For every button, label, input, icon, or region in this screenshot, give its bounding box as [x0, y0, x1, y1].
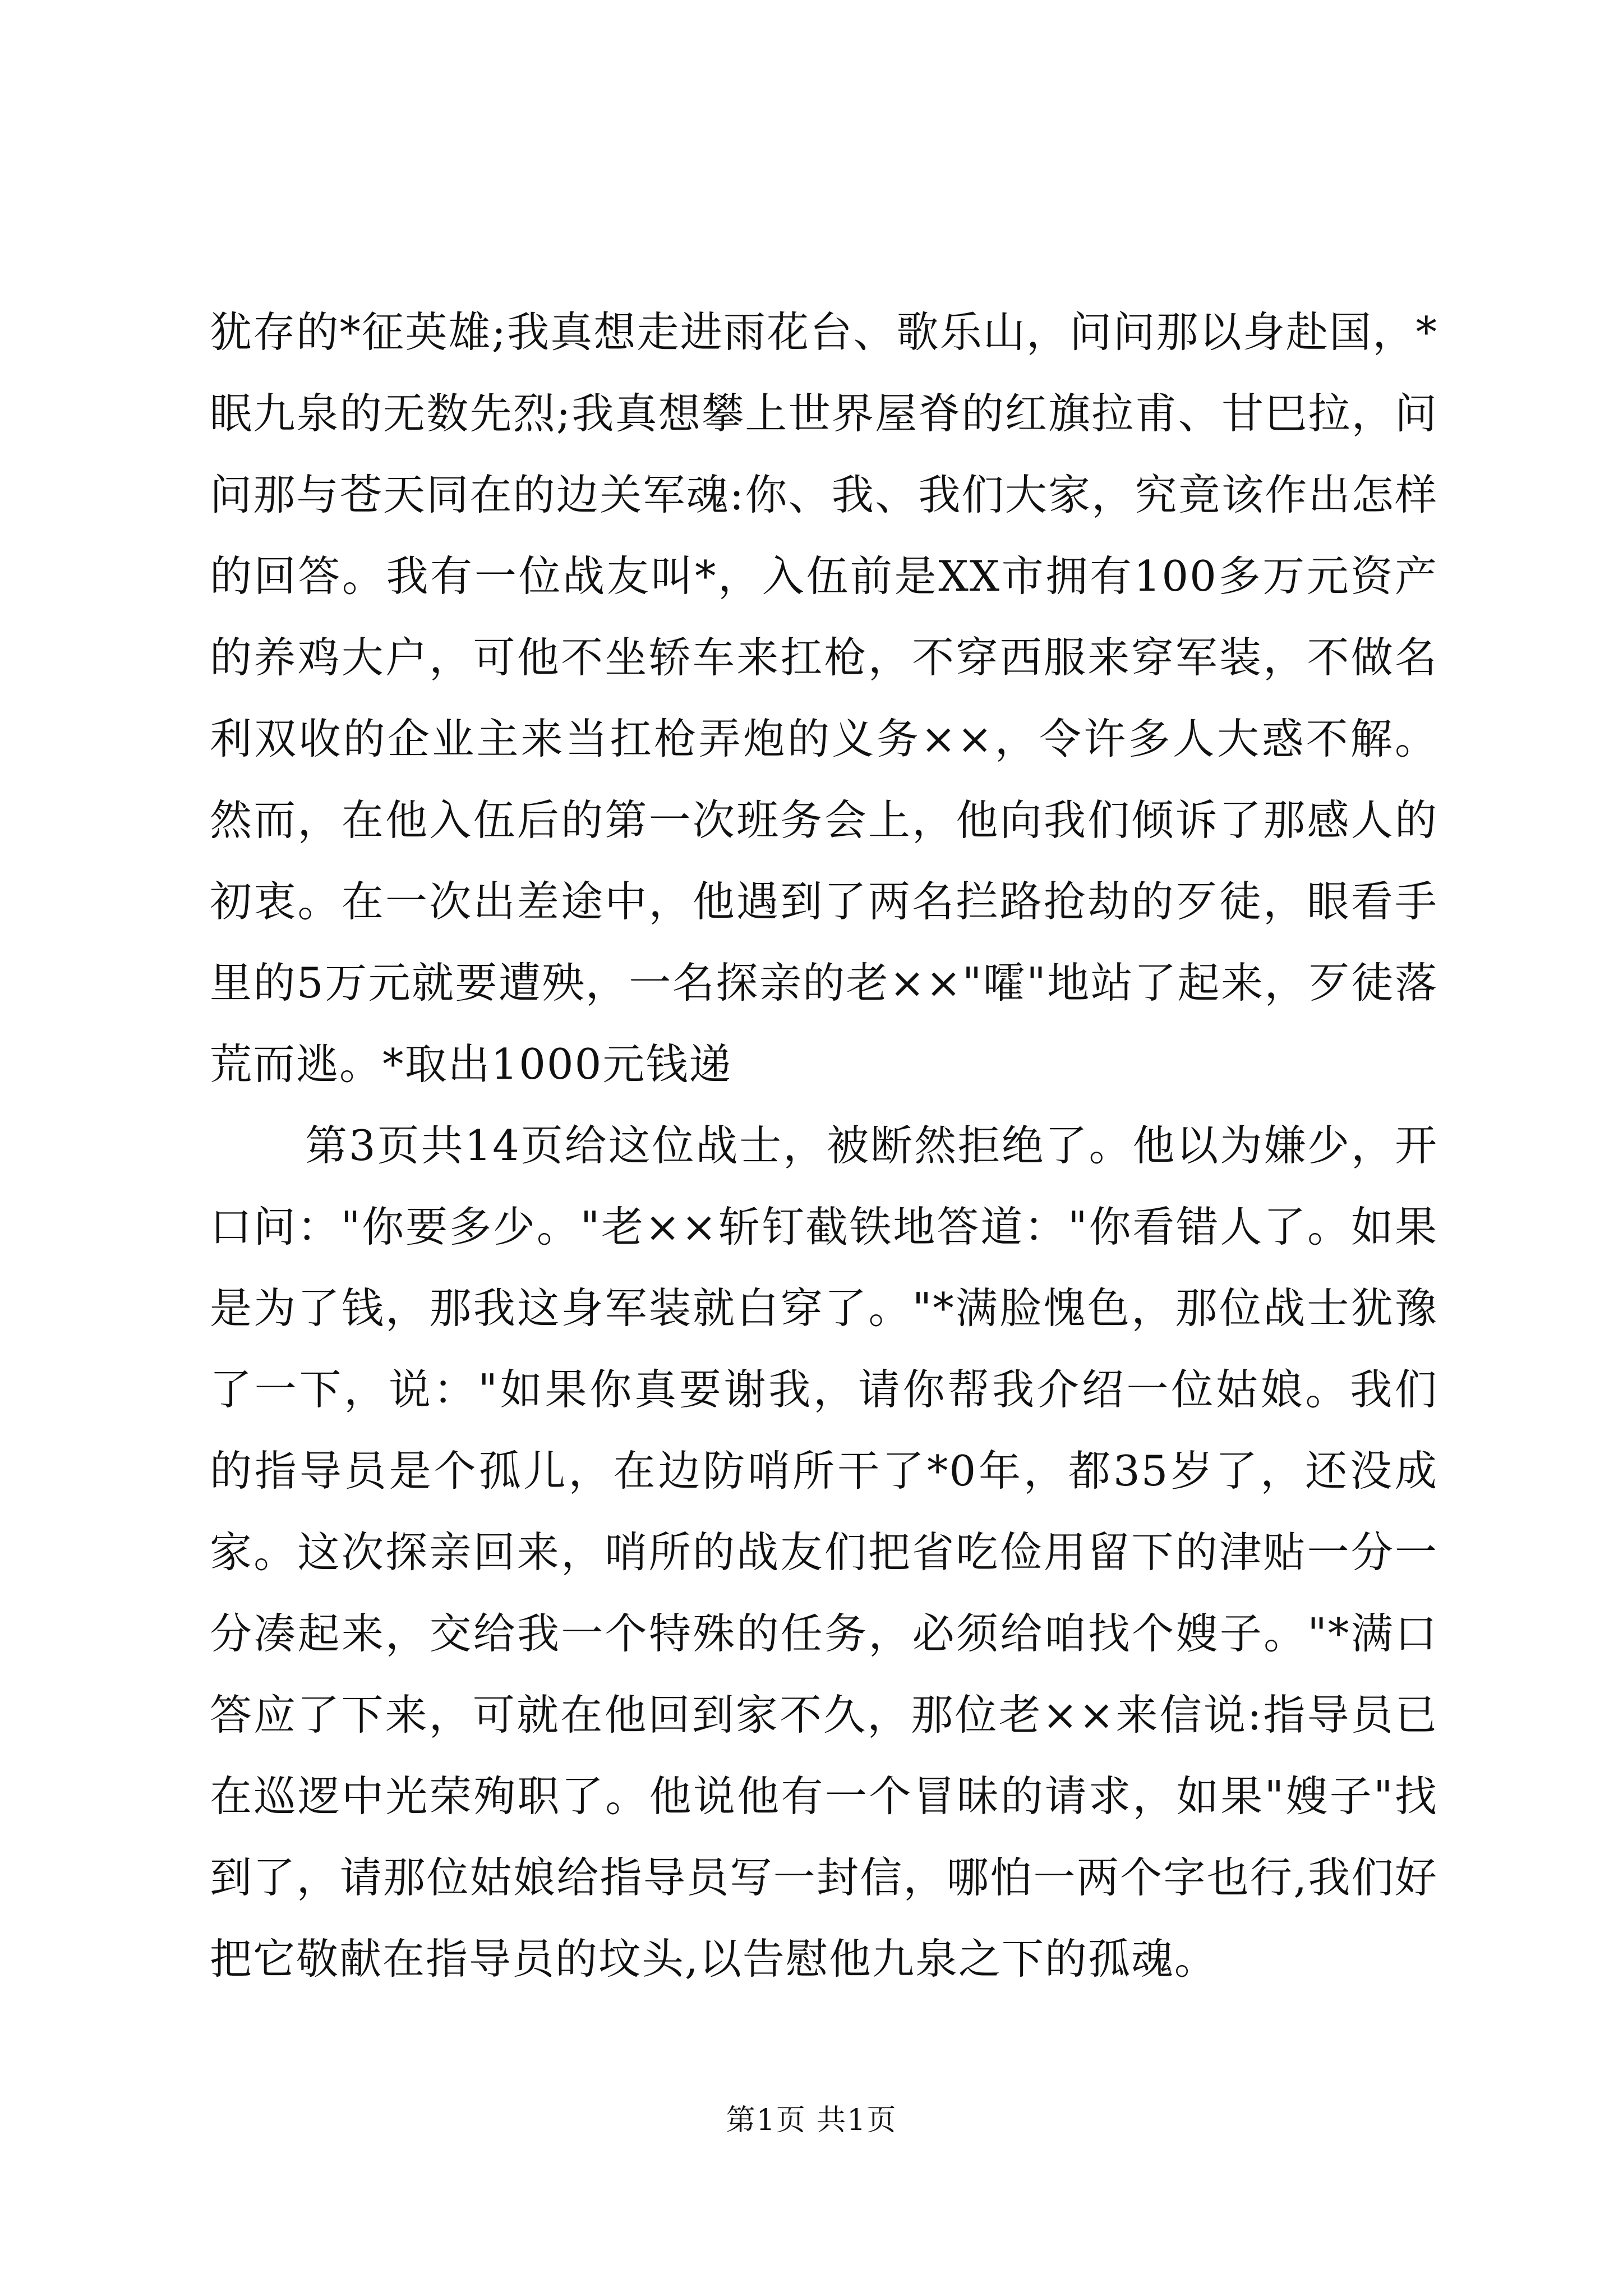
page-footer: 第1页 共1页 [726, 2104, 897, 2137]
paragraph-2: 第3页共14页给这位战士，被断然拒绝了。他以为嫌少，开口问："你要多少。"老××斩钉截铁地答道："你看错人了。如果是为了钱，那我这身军装就白穿了。"*满脸愧色，那位战士犹豫了一下，说："如果你真要谢我，请你帮我介绍一位姑娘。我们的指导员是个孤儿，在边防哨所干了*0年，都35岁了，还没成家。这次探亲回来，哨所的战友们把省吃俭用留下的津贴一分一分凑起来，交给我一个特殊的任务，必须给咱找个嫂子。"*满口答应了下来，可就在他回到家不久，那位老××来信说:指导员已在巡逻中光荣殉职了。他说他有一个冒昧的请求，如果"嫂子"找到了，请那位姑娘给指导员写一封信，哪怕一两个字也行,我们好把它敬献在指导员的坟头,以告慰他九泉之下的孤魂。 [210, 1121, 1438, 1984]
document-body [210, 292, 1438, 2000]
paragraph-1: 犹存的*征英雄;我真想走进雨花台、歌乐山，问问那以身赴国，*眠九泉的无数先烈;我真想攀上世界屋脊的红旗拉甫、甘巴拉，问问那与苍天同在的边关军魂:你、我、我们大家，究竟该作出怎样的回答。我有一位战友叫*，入伍前是XX市拥有100多万元资产的养鸡大户，可他不坐轿车来扛枪，不穿西服来穿军装，不做名利双收的企业主来当扛枪弄炮的义务××，令许多人大惑不解。然而，在他入伍后的第一次班务会上，他向我们倾诉了那感人的初衷。在一次出差途中，他遇到了两名拦路抢劫的歹徒，眼看手里的5万元就要遭殃，一名探亲的老××"嚯"地站了起来，歹徒落荒而逃。*取出1000元钱递 [210, 307, 1438, 1089]
